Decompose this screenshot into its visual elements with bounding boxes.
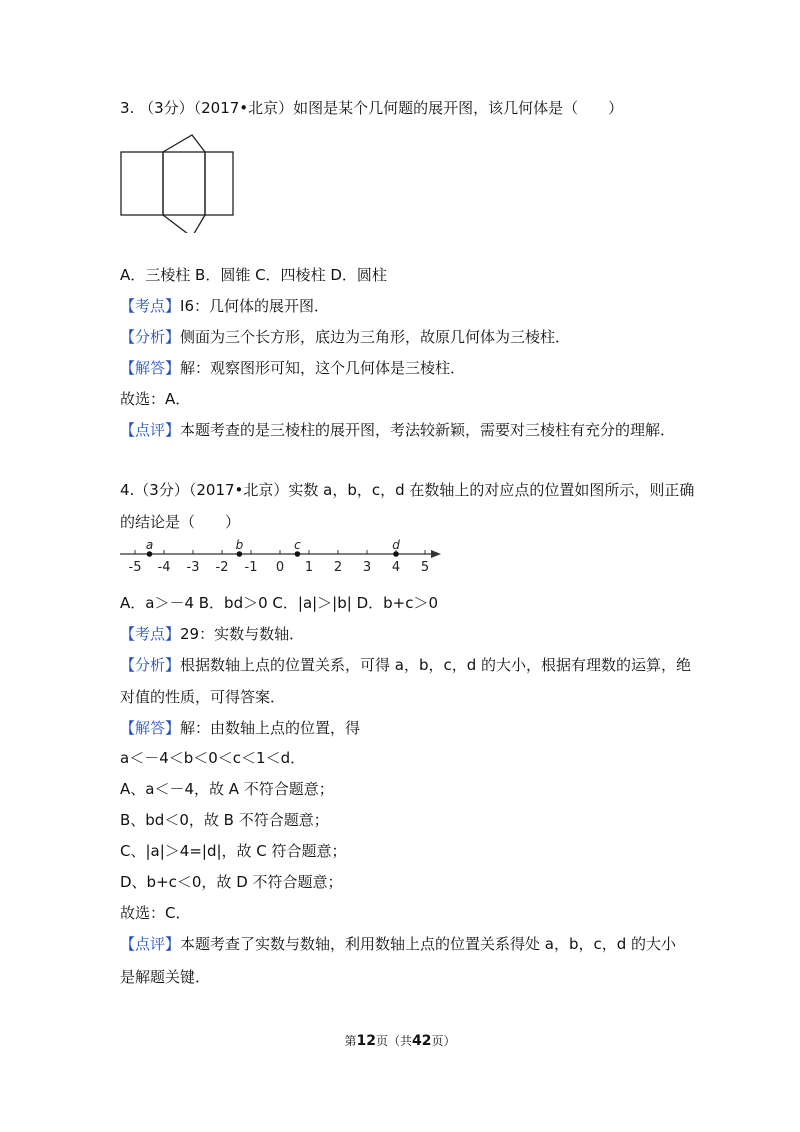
point-b-dot bbox=[237, 551, 243, 557]
fenxi-tag: 【分析】 bbox=[120, 328, 181, 346]
tick-label: 1 bbox=[304, 560, 314, 575]
q3-stem: 3. （3分）（2017•北京）如图是某个几何题的展开图，该几何体是（ ） bbox=[120, 99, 624, 117]
net-triangle-bottom bbox=[163, 215, 205, 233]
jieda-text: 解：由数轴上点的位置，得 bbox=[180, 719, 361, 737]
jieda-text: 解：观察图形可知，这个几何体是三棱柱． bbox=[180, 359, 466, 377]
q4-options: A．a＞－4 B．bd＞0 C．|a|＞|b| D．b+c＞0 bbox=[120, 594, 439, 612]
number-line-figure bbox=[115, 537, 445, 577]
footer-suffix: 页） bbox=[431, 1034, 456, 1048]
dianping-tag: 【点评】 bbox=[120, 935, 181, 953]
dianping-text: 本题考查的是三棱柱的展开图，考法较新颖，需要对三棱柱有充分的理解． bbox=[180, 421, 676, 439]
point-c-label: c bbox=[294, 538, 301, 552]
tick-label: -1 bbox=[244, 560, 258, 575]
footer-page-number: 12 bbox=[356, 1033, 376, 1049]
point-c-dot bbox=[295, 551, 301, 557]
footer-prefix: 第 bbox=[344, 1034, 357, 1048]
q4-step0: a＜－4＜b＜0＜c＜1＜d． bbox=[120, 749, 306, 767]
number-line-arrow bbox=[431, 550, 441, 558]
net-triangle-top bbox=[163, 135, 205, 152]
footer-mid: 页（共 bbox=[375, 1034, 412, 1048]
q4-fenxi-line2: 对值的性质，可得答案． bbox=[120, 688, 286, 706]
q4-step1: A、a＜－4，故 A 不符合题意； bbox=[120, 780, 334, 798]
q4-jieda bbox=[120, 718, 360, 738]
q3-choice: 故选：A． bbox=[120, 390, 191, 408]
jieda-tag: 【解答】 bbox=[120, 359, 181, 377]
tick-label: -5 bbox=[128, 560, 142, 575]
q4-step2: B、bd＜0，故 B 不符合题意； bbox=[120, 811, 329, 829]
tick-label: 3 bbox=[362, 560, 372, 575]
fenxi-text: 侧面为三个长方形，底边为三角形，故原几何体为三棱柱． bbox=[180, 328, 571, 346]
kaodian-tag: 【考点】 bbox=[120, 297, 181, 315]
q4-fenxi-line1 bbox=[120, 655, 691, 675]
tick-label: 5 bbox=[420, 560, 430, 575]
kaodian-text: 29：实数与数轴． bbox=[180, 625, 305, 643]
q3-jieda bbox=[120, 358, 465, 378]
dianping-text: 本题考查了实数与数轴，利用数轴上点的位置关系得处 a，b，c，d 的大小 bbox=[180, 935, 677, 953]
fenxi-tag: 【分析】 bbox=[120, 656, 181, 674]
point-a-dot bbox=[147, 551, 153, 557]
q4-stem-line1: 4.（3分）（2017•北京）实数 a，b，c，d 在数轴上的对应点的位置如图所示，则正确 bbox=[120, 481, 695, 499]
q4-step4: D、b+c＜0，故 D 不符合题意； bbox=[120, 873, 343, 891]
kaodian-text: I6：几何体的展开图． bbox=[180, 297, 329, 315]
q4-kaodian bbox=[120, 624, 304, 644]
dianping-tag: 【点评】 bbox=[120, 421, 181, 439]
point-d-dot bbox=[393, 551, 399, 557]
point-d-label: d bbox=[392, 538, 400, 552]
q4-dianping-line2: 是解题关键． bbox=[120, 968, 211, 986]
prism-net-figure bbox=[118, 133, 238, 233]
tick-label: -2 bbox=[215, 560, 229, 575]
fenxi-text: 根据数轴上点的位置关系，可得 a，b，c，d 的大小，根据有理数的运算，绝 bbox=[180, 656, 692, 674]
q3-fenxi bbox=[120, 327, 570, 347]
tick-label: -4 bbox=[157, 560, 171, 575]
jieda-tag: 【解答】 bbox=[120, 719, 181, 737]
page-footer bbox=[0, 1032, 800, 1049]
q3-kaodian bbox=[120, 296, 329, 316]
point-a-label: a bbox=[145, 538, 154, 552]
q4-step3: C、|a|＞4=|d|，故 C 符合题意； bbox=[120, 842, 347, 860]
q4-stem-line2: 的结论是（ ） bbox=[120, 513, 241, 531]
tick-label: 0 bbox=[275, 560, 285, 575]
net-rect-middle bbox=[163, 152, 205, 215]
net-rect-left bbox=[121, 152, 163, 215]
net-rect-right bbox=[205, 152, 233, 215]
q3-options: A．三棱柱 B．圆锥 C．四棱柱 D．圆柱 bbox=[120, 266, 387, 284]
footer-total-pages: 42 bbox=[412, 1033, 432, 1049]
tick-label: 2 bbox=[333, 560, 343, 575]
tick-label: 4 bbox=[391, 560, 401, 575]
q4-dianping-line1 bbox=[120, 934, 676, 954]
point-b-label: b bbox=[235, 538, 244, 552]
q3-dianping bbox=[120, 420, 675, 440]
tick-label: -3 bbox=[186, 560, 200, 575]
kaodian-tag: 【考点】 bbox=[120, 625, 181, 643]
q4-choice: 故选：C． bbox=[120, 904, 191, 922]
